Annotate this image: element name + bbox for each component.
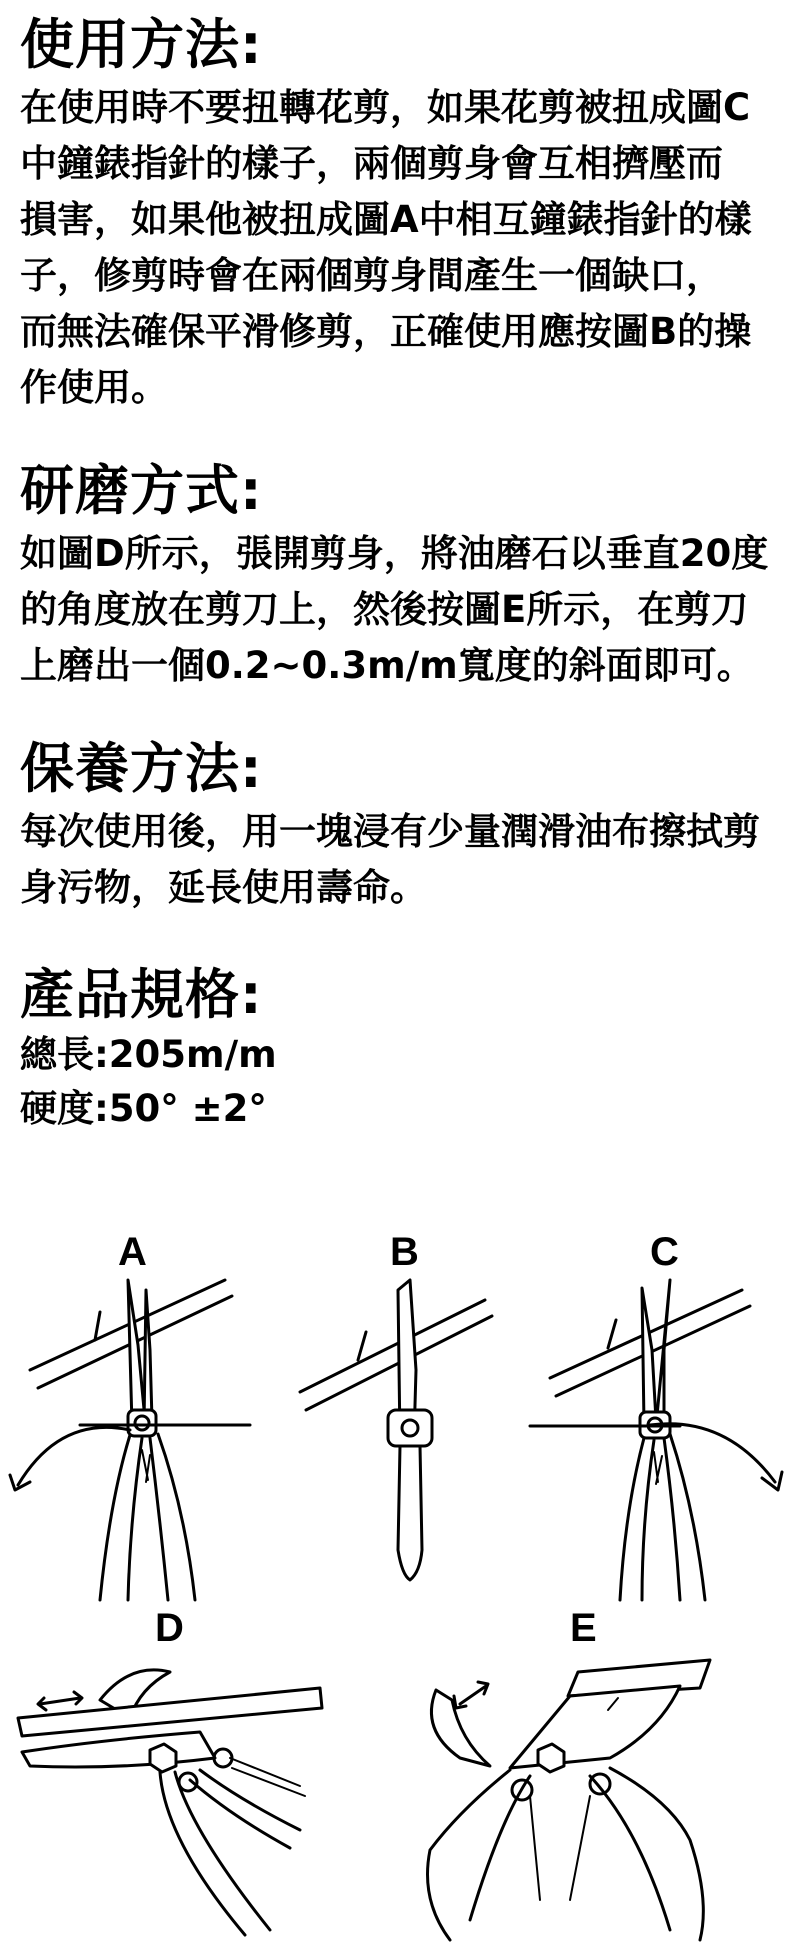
sharpening-text: [20, 526, 790, 694]
usage-line: 在使用時不要扭轉花剪，如果花剪被扭成圖C: [20, 86, 751, 129]
sharpening-title: 研磨方式:: [20, 459, 263, 522]
sharpening-line: 上磨出一個0.2~0.3m/m寬度的斜面即可。: [20, 644, 754, 687]
figure-d: [0, 1600, 340, 1946]
maintenance-line: 身污物，延長使用壽命。: [20, 866, 427, 909]
figure-c: [530, 1220, 800, 1600]
usage-line: 作使用。: [20, 366, 168, 409]
figure-a-label: A: [118, 1230, 147, 1274]
figure-e: [390, 1600, 800, 1946]
figure-c-drawing: [530, 1220, 800, 1600]
maintenance-section: [20, 736, 790, 916]
usage-line: 子，修剪時會在兩個剪身間產生一個缺口，: [20, 254, 723, 297]
usage-title: 使用方法:: [20, 13, 263, 76]
figure-c-label: C: [650, 1230, 679, 1274]
spec-length: 總長:205m/m: [20, 1033, 277, 1076]
figure-d-label: D: [155, 1606, 184, 1650]
usage-line: 損害，如果他被扭成圖A中相互鐘錶指針的樣: [20, 198, 752, 241]
figure-b-label: B: [390, 1230, 419, 1274]
usage-section: [20, 12, 790, 416]
sharpening-line: 的角度放在剪刀上，然後按圖E所示，在剪刀: [20, 588, 749, 631]
figure-b-drawing: [280, 1220, 510, 1600]
figure-a: [0, 1220, 260, 1600]
maintenance-title: 保養方法:: [20, 737, 263, 800]
usage-line: 而無法確保平滑修剪，正確使用應按圖B的操: [20, 310, 752, 353]
maintenance-line: 每次使用後，用一塊浸有少量潤滑油布擦拭剪: [20, 810, 760, 853]
usage-line: 中鐘錶指針的樣子，兩個剪身會互相擠壓而: [20, 142, 723, 185]
figure-a-drawing: [0, 1220, 260, 1600]
specs-section: [20, 962, 790, 1136]
figure-e-drawing: [390, 1600, 800, 1946]
spec-hardness: 硬度:50° ±2°: [20, 1087, 267, 1130]
specs-title: 產品規格:: [20, 963, 263, 1026]
maintenance-text: [20, 804, 790, 916]
usage-text: [20, 80, 790, 416]
figure-b: [280, 1220, 510, 1600]
illustrations: [0, 1220, 800, 1946]
figure-e-label: E: [570, 1606, 597, 1650]
sharpening-line: 如圖D所示，張開剪身，將油磨石以垂直20度: [20, 532, 769, 575]
figure-d-drawing: [0, 1600, 340, 1946]
sharpening-section: [20, 458, 790, 694]
